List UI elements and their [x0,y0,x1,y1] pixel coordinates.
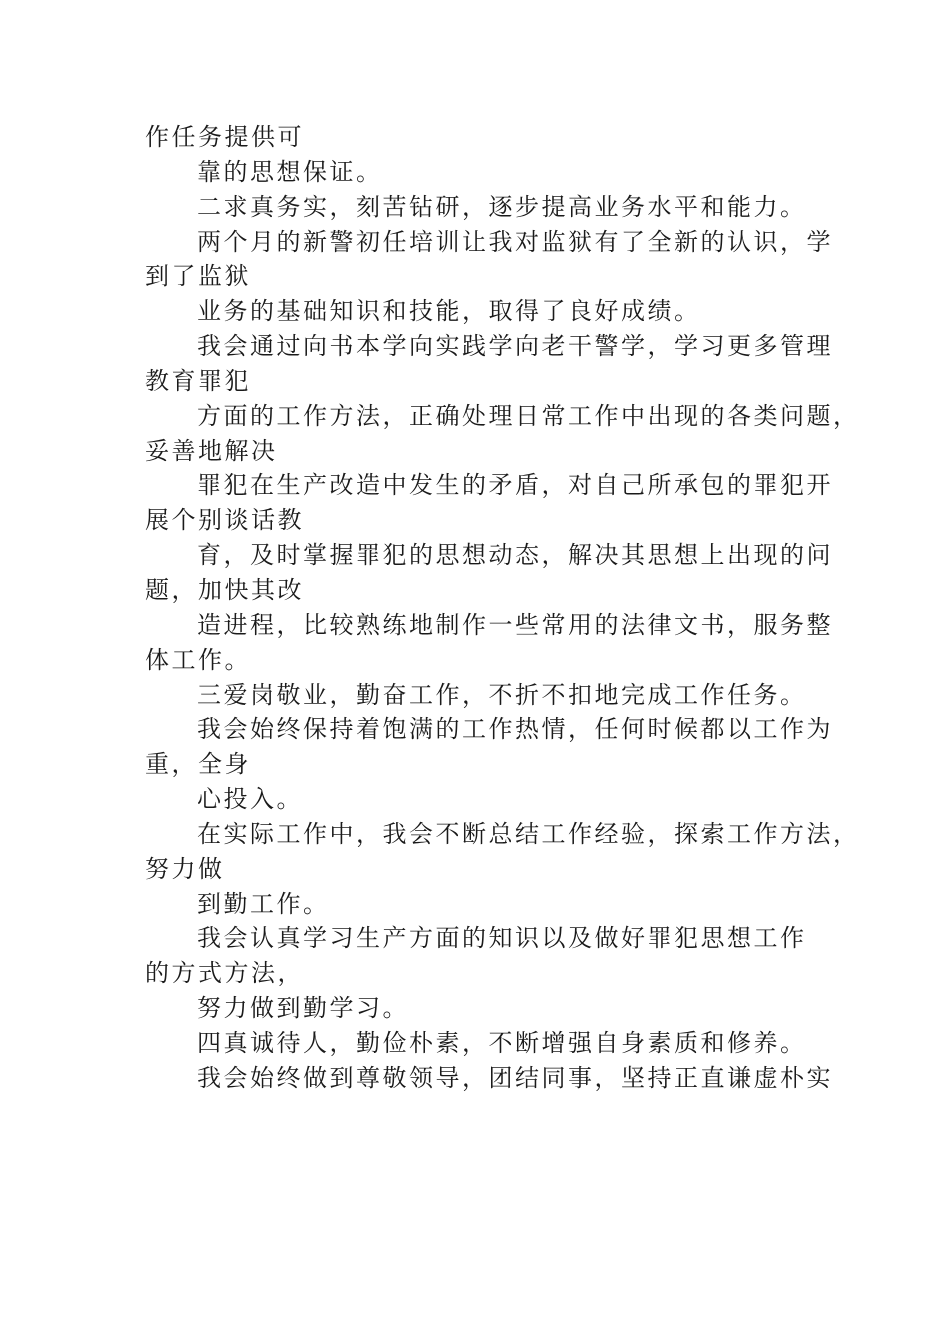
section-heading: 二求真务实，刻苦钻研，逐步提高业务水平和能力。 [197,192,807,221]
text-line: 业务的基础知识和技能，取得了良好成绩。 [197,297,701,326]
text-line: 心投入。 [197,785,303,814]
text-line: 教育罪犯 [145,366,251,395]
text-line: 努力做到勤学习。 [197,994,409,1023]
text-line: 造进程，比较熟练地制作一些常用的法律文书，服务整 [197,610,833,639]
text-line: 育，及时掌握罪犯的思想动态，解决其思想上出现的问 [197,541,833,570]
text-line: 的方式方法， [145,959,304,988]
text-line: 我会认真学习生产方面的知识以及做好罪犯思想工作 [197,924,807,953]
text-line: 作任务提供可 [145,123,304,151]
section-heading: 四真诚待人，勤俭朴素，不断增强自身素质和修养。 [197,1028,807,1057]
body-text [145,120,860,1096]
text-line: 我会始终做到尊敬领导，团结同事，坚持正直谦虚朴实 [197,1063,833,1092]
text-line: 妥善地解决 [145,436,278,465]
text-line: 题，加快其改 [145,575,304,604]
text-line: 方面的工作方法，正确处理日常工作中出现的各类问题， [197,401,860,430]
text-line: 罪犯在生产改造中发生的矛盾，对自己所承包的罪犯开 [197,471,833,500]
text-line: 到了监狱 [145,262,251,291]
text-line: 重，全身 [145,750,251,779]
text-line: 展个别谈话教 [145,506,304,535]
text-line: 我会始终保持着饱满的工作热情，任何时候都以工作为 [197,715,833,744]
text-line: 到勤工作。 [197,889,330,918]
text-line: 努力做 [145,854,225,883]
text-line: 我会通过向书本学向实践学向老干警学，学习更多管理 [197,332,833,361]
text-line: 在实际工作中，我会不断总结工作经验，探索工作方法， [197,819,860,848]
section-heading: 三爱岗敬业，勤奋工作，不折不扣地完成工作任务。 [197,680,807,709]
text-line: 体工作。 [145,645,251,674]
text-line: 两个月的新警初任培训让我对监狱有了全新的认识，学 [197,227,833,256]
text-line: 靠的思想保证。 [197,157,383,186]
